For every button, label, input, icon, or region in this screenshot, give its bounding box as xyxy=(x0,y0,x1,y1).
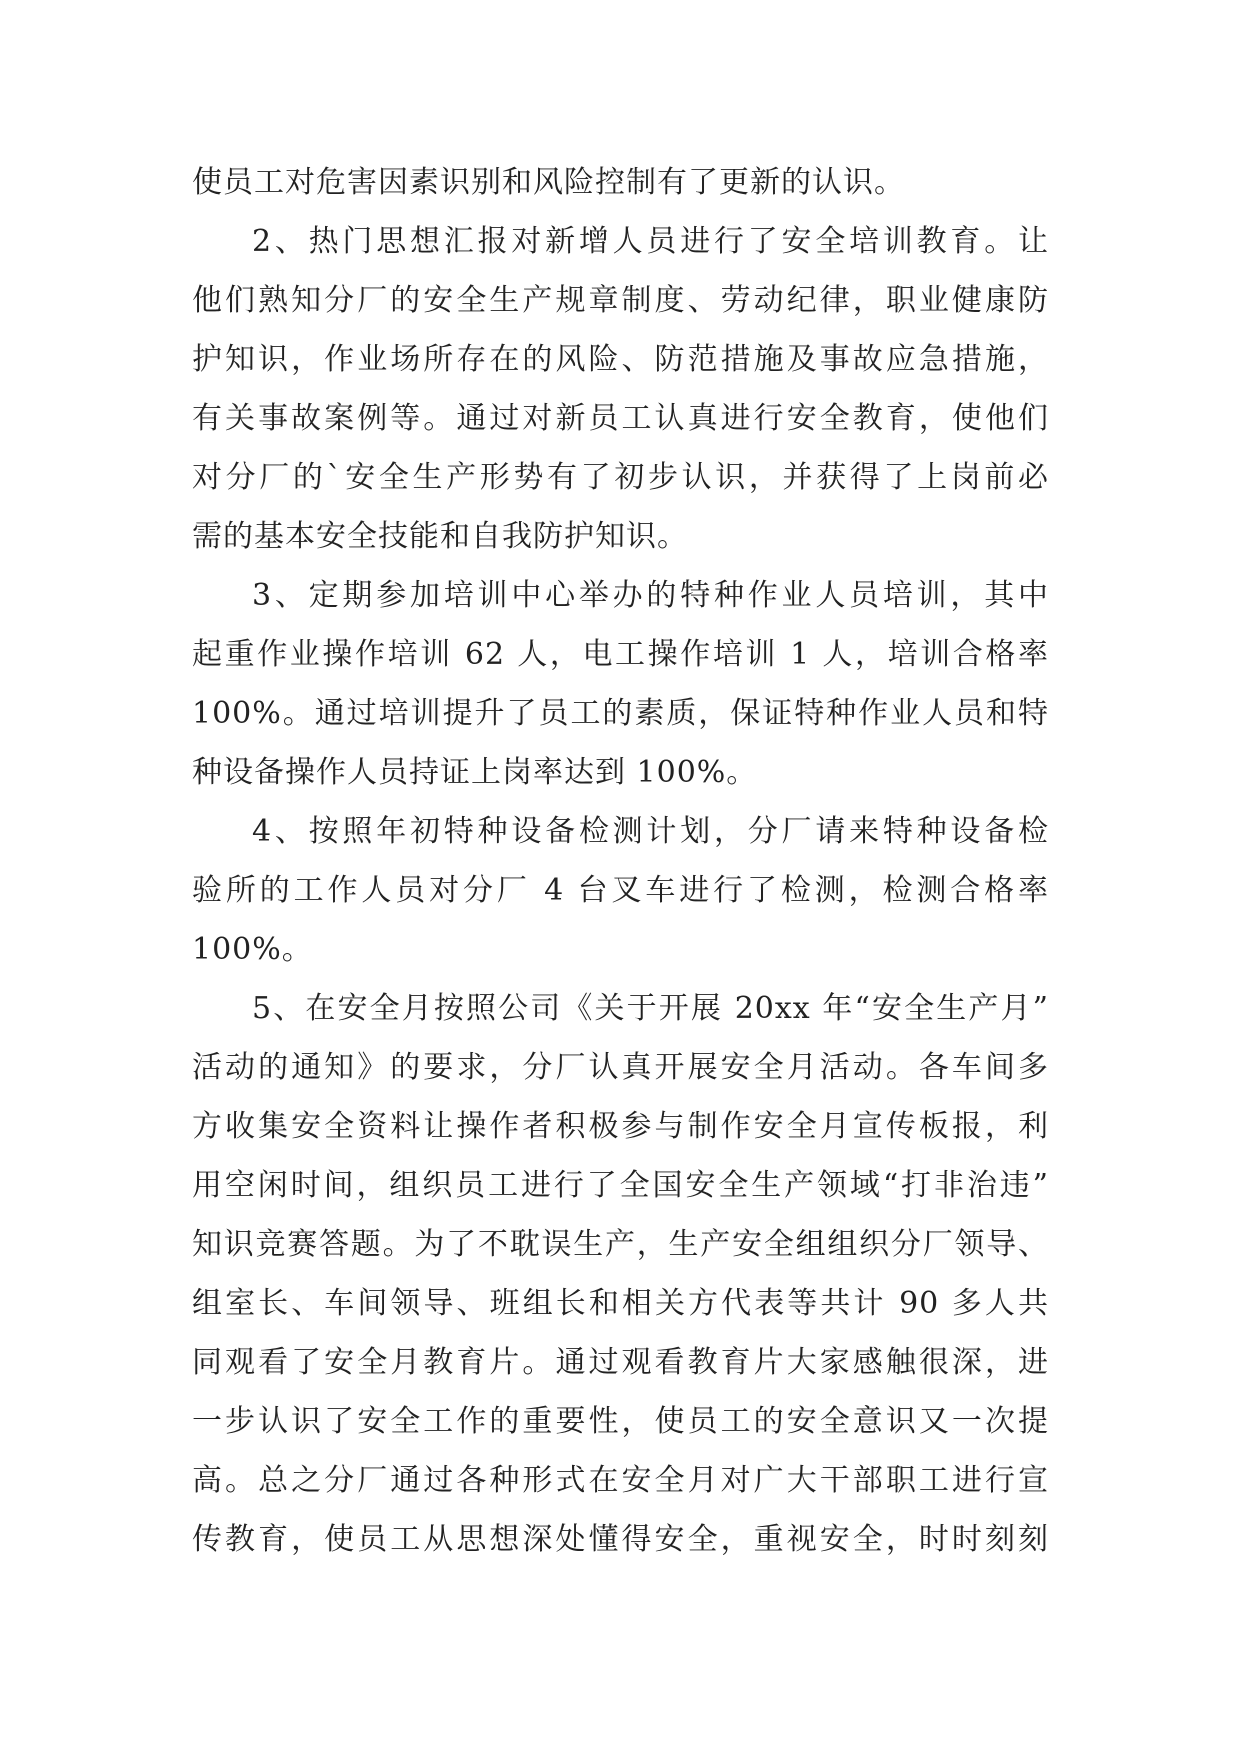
text-line: 5、在安全月按照公司《关于开展 20xx 年“安全生产月” xyxy=(252,991,1049,1026)
text-line: 种设备操作人员持证上岗率达到 100%。 xyxy=(192,755,758,790)
text-line: 方收集安全资料让操作者积极参与制作安全月宣传板报，利 xyxy=(192,1109,1049,1144)
text-line: 3、定期参加培训中心举办的特种作业人员培训，其中 xyxy=(252,578,1049,613)
text-line: 验所的工作人员对分厂 4 台叉车进行了检测，检测合格率 xyxy=(192,873,1049,908)
text-line: 需的基本安全技能和自我防护知识。 xyxy=(192,519,688,554)
text-line: 传教育，使员工从思想深处懂得安全，重视安全，时时刻刻 xyxy=(192,1522,1049,1557)
text-line: 组室长、车间领导、班组长和相关方代表等共计 90 多人共 xyxy=(192,1286,1049,1321)
text-line: 活动的通知》的要求，分厂认真开展安全月活动。各车间多 xyxy=(192,1050,1049,1085)
text-line: 使员工对危害因素识别和风险控制有了更新的认识。 xyxy=(192,165,905,200)
text-line: 4、按照年初特种设备检测计划，分厂请来特种设备检 xyxy=(252,814,1049,849)
text-line: 他们熟知分厂的安全生产规章制度、劳动纪律，职业健康防 xyxy=(192,283,1049,318)
text-line: 2、热门思想汇报对新增人员进行了安全培训教育。让 xyxy=(252,224,1049,259)
document-body xyxy=(192,153,1049,1569)
text-line: 同观看了安全月教育片。通过观看教育片大家感触很深，进 xyxy=(192,1345,1049,1380)
text-line: 一步认识了安全工作的重要性，使员工的安全意识又一次提 xyxy=(192,1404,1049,1439)
text-line: 100%。 xyxy=(192,932,313,967)
text-line: 有关事故案例等。通过对新员工认真进行安全教育，使他们 xyxy=(192,401,1049,436)
text-line: 用空闲时间，组织员工进行了全国安全生产领域“打非治违” xyxy=(192,1168,1049,1203)
text-line: 高。总之分厂通过各种形式在安全月对广大干部职工进行宣 xyxy=(192,1463,1049,1498)
text-line: 护知识，作业场所存在的风险、防范措施及事故应急措施， xyxy=(192,342,1049,377)
text-line: 知识竞赛答题。为了不耽误生产，生产安全组组织分厂领导、 xyxy=(192,1227,1049,1262)
text-line: 起重作业操作培训 62 人，电工操作培训 1 人，培训合格率 xyxy=(192,637,1049,672)
text-line: 100%。通过培训提升了员工的素质，保证特种作业人员和特 xyxy=(192,696,1049,731)
text-line: 对分厂的`安全生产形势有了初步认识，并获得了上岗前必 xyxy=(192,460,1049,495)
